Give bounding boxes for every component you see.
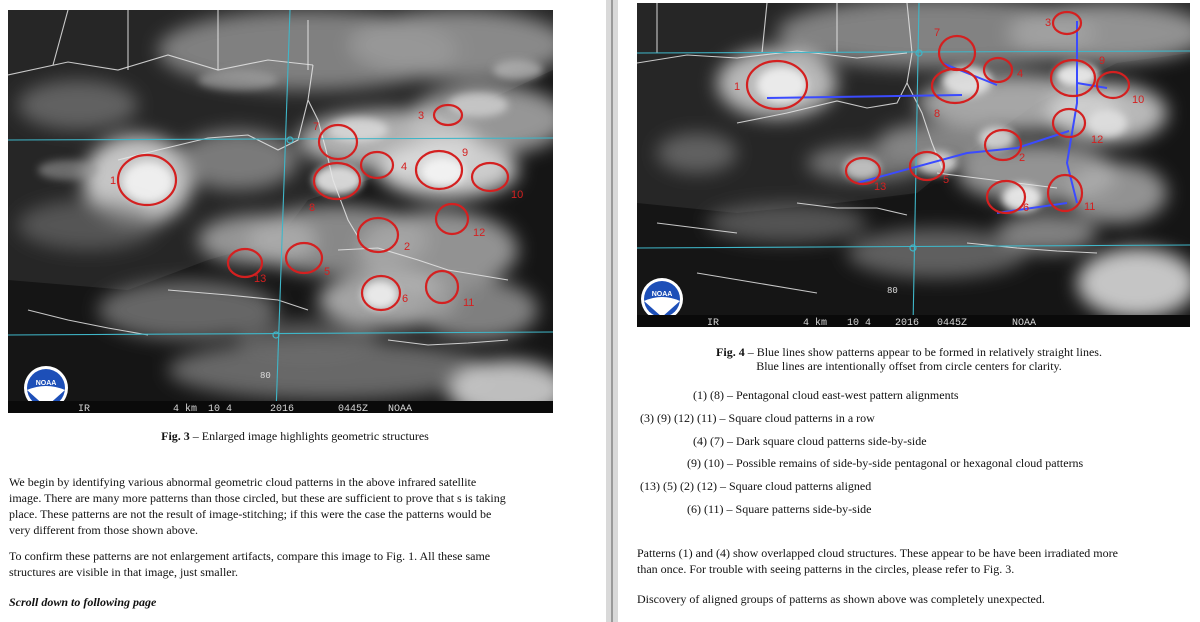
pattern-number: 12: [473, 227, 486, 239]
right-paragraph-1: [637, 545, 1118, 577]
pattern-ids: (3) (9) (12) (11): [640, 411, 717, 425]
stamp-resolution: 4 km: [803, 318, 828, 327]
pattern-item: [687, 502, 872, 517]
cloud: [18, 80, 138, 130]
pattern-item: [693, 434, 927, 449]
cloud: [18, 200, 158, 250]
fig4-caption: [618, 345, 1200, 373]
pattern-number: 4: [401, 161, 408, 173]
stamp-time: 0445Z: [937, 318, 968, 327]
left-para2-line: structures are visible in that image, just smaller.: [9, 565, 238, 579]
pattern-number: 10: [511, 189, 524, 201]
fig3-caption-text: – Enlarged image highlights geometric structures: [189, 429, 429, 443]
pattern-text: – Dark square cloud patterns side-by-side: [723, 434, 927, 448]
stamp-resolution: 4 km: [173, 404, 198, 413]
pattern-number: 11: [1084, 201, 1096, 213]
pattern-number: 6: [1023, 202, 1030, 214]
stamp-year: 2016: [270, 404, 295, 413]
noaa-logo-text: NOAA: [651, 291, 673, 298]
stamp-time: 0445Z: [338, 404, 369, 413]
fig3-satellite-image: [8, 10, 553, 413]
pattern-ids: (9) (10): [687, 456, 724, 470]
stamp-agency: NOAA: [1012, 318, 1037, 327]
right-para1-line: than once. For trouble with seeing patterns in the circles, please refer to Fig. 3.: [637, 562, 1015, 576]
fig3-number: Fig. 3: [161, 429, 190, 443]
pattern-number: 3: [418, 110, 425, 122]
cloud: [707, 203, 867, 243]
noaa-logo-text: NOAA: [35, 380, 57, 387]
stamp-agency: NOAA: [388, 404, 413, 413]
cloud: [238, 320, 378, 360]
fig4-satellite-image: [637, 3, 1190, 327]
pattern-number: 5: [943, 174, 950, 186]
pattern-number: 1: [734, 81, 741, 93]
pattern-number: 7: [313, 121, 320, 133]
cloud: [198, 70, 278, 90]
pattern-text: – Possible remains of side-by-side pentagonal or hexagonal cloud patterns: [723, 456, 1084, 470]
left-paragraph-1: [9, 474, 506, 538]
page-divider: [606, 0, 618, 622]
cloud: [448, 93, 508, 117]
pattern-ids: (6) (11): [687, 502, 724, 516]
pattern-number: 2: [404, 241, 411, 253]
pattern-number: 5: [324, 266, 331, 278]
pattern-number: 13: [254, 273, 267, 285]
pattern-number: 9: [462, 147, 469, 159]
noaa-logo: [641, 278, 683, 320]
pattern-number: 2: [1019, 152, 1026, 164]
scroll-down-note: Scroll down to following page: [9, 595, 157, 609]
pattern-text: – Square cloud patterns in a row: [716, 411, 875, 425]
stamp-date: 10 4: [847, 318, 872, 327]
pattern-number: 9: [1099, 55, 1106, 67]
cloud: [844, 156, 880, 180]
right-paragraph-2: Discovery of aligned groups of patterns as shown above was completely unexpected.: [637, 592, 1045, 606]
pattern-number: 1: [110, 175, 117, 187]
fig4-caption-line1: – Blue lines show patterns appear to be formed in relatively straight lines.: [744, 345, 1102, 359]
fig3-caption: [0, 429, 590, 444]
pattern-number: 11: [463, 297, 475, 309]
pattern-item: [687, 456, 1083, 471]
pattern-number: 7: [934, 27, 941, 39]
pattern-item: [640, 411, 875, 426]
pattern-number: 8: [934, 108, 941, 120]
cloud: [123, 162, 173, 202]
pattern-number: 4: [1017, 68, 1024, 80]
fig4-caption-line2: Blue lines are intentionally offset from circle centers for clarity.: [756, 359, 1062, 373]
meridian-label: 80: [260, 371, 271, 381]
stamp-year: 2016: [895, 318, 920, 327]
fig4-number: Fig. 4: [716, 345, 745, 359]
stamp-channel: IR: [707, 318, 720, 327]
pattern-ids: (1) (8): [693, 388, 724, 402]
cloud: [493, 60, 543, 80]
pattern-number: 8: [309, 202, 316, 214]
cloud: [38, 160, 98, 180]
pattern-number: 3: [1045, 17, 1052, 29]
left-para1-line: place. These patterns are not the result of image-stitching; if this were the case the patterns would be: [9, 507, 492, 521]
pattern-ids: (4) (7): [693, 434, 724, 448]
pattern-text: – Square patterns side-by-side: [723, 502, 872, 516]
cloud: [1087, 109, 1127, 137]
pattern-ids: (13) (5) (2) (12): [640, 479, 717, 493]
cloud: [847, 228, 1027, 278]
cloud: [657, 133, 737, 173]
left-para1-line: very different from those shown above.: [9, 523, 199, 537]
pattern-number: 6: [402, 293, 409, 305]
meridian-label: 80: [887, 286, 898, 296]
left-paragraph-2: [9, 548, 490, 580]
pattern-item: [640, 479, 871, 494]
left-para2-line: To confirm these patterns are not enlargement artifacts, compare this image to Fig. 1. All these same: [9, 549, 491, 563]
pattern-number: 10: [1132, 94, 1145, 106]
pattern-text: – Square cloud patterns aligned: [716, 479, 872, 493]
cloud: [418, 280, 538, 340]
stamp-date: 10 4: [208, 404, 233, 413]
left-para1-line: We begin by identifying various abnormal geometric cloud patterns in the above infrared satellite: [9, 475, 477, 489]
stamp-channel: IR: [78, 404, 91, 413]
pattern-item: [693, 388, 959, 403]
cloud: [198, 215, 318, 265]
right-page: [618, 0, 1200, 622]
right-para1-line: Patterns (1) and (4) show overlapped cloud structures. These appear to be have been irradiated more: [637, 546, 1118, 560]
pattern-number: 12: [1091, 134, 1104, 146]
pattern-number: 13: [874, 181, 887, 193]
pattern-text: – Pentagonal cloud east-west pattern alignments: [723, 388, 959, 402]
left-para1-line: image. There are many more patterns than those circled, but these are sufficient to prove that s is taking: [9, 491, 506, 505]
